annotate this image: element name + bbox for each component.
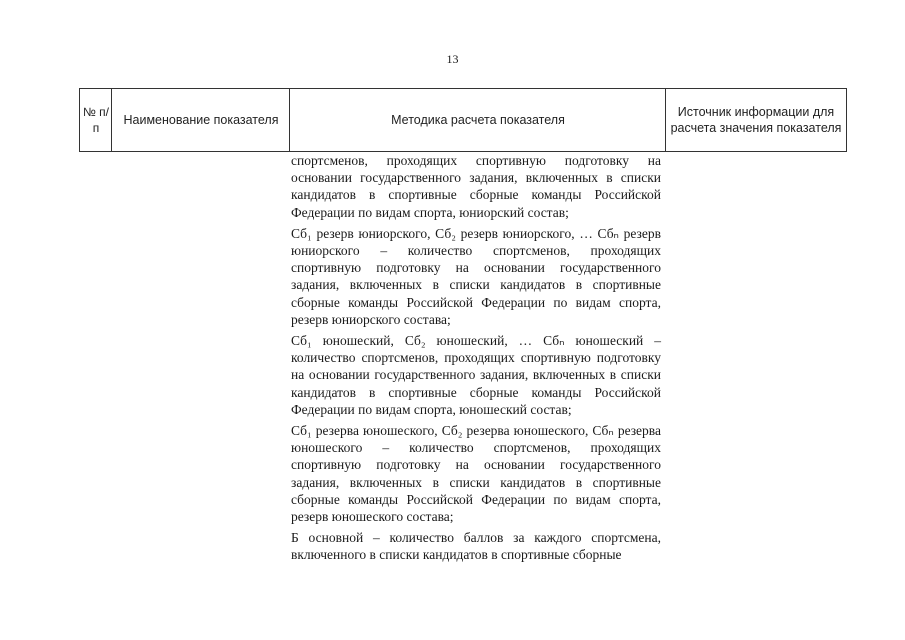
- header-cell-name: [111, 88, 290, 152]
- paragraph-junior: [291, 152, 661, 221]
- paragraph-text: – количество спортсменов, проходящих спортивную подготовку на основании государственного задания, включенных в списки кандидатов в спортивные сборные команды Российской Федерации по видам спорта, юношеский состав;: [291, 333, 661, 417]
- header-cell-method: [289, 88, 666, 152]
- paragraph-junior-reserve: [291, 225, 661, 328]
- paragraph-text: – количество спортсменов, проходящих спортивную подготовку на основании государственного задания, включенных в списки кандидатов в спортивные сборные команды Российской Федерации по видам спорта, резерв юниорского состава;: [291, 243, 661, 327]
- paragraph-text: – количество спортсменов, проходящих спортивную подготовку на основании государственного задания, включенных в списки кандидатов в спортивные сборные команды Российской Федерации по видам спорта, резерв юношеского состава;: [291, 440, 661, 525]
- method-text: [291, 152, 661, 568]
- symbol: Сб₁ резерв юниорского, Сб₂ резерв юниорского, … Сбₙ резерв юниорского: [291, 225, 661, 259]
- paragraph-text: – количество баллов за каждого спортсмена, включенного в списки кандидатов в спортивные сборные: [291, 530, 661, 563]
- symbol: Сб₁ резерва юношеского, Сб₂ резерва юношеского, Сбₙ резерва юношеского: [291, 423, 661, 456]
- page-number: 13: [446, 52, 459, 66]
- header-cell-number: [79, 88, 112, 152]
- header-cell-source: [665, 88, 847, 152]
- header-method-label: Методика расчета показателя: [391, 113, 565, 127]
- paragraph-youth: [291, 332, 661, 418]
- paragraph-text: спортсменов, проходящих спортивную подготовку на основании государственного задания, включенных в списки кандидатов в спортивные сборные команды Российской Федерации по видам спорта, юниорский состав;: [291, 153, 661, 220]
- symbol: Сб₁ юношеский, Сб₂ юношеский, … Сбₙ юношеский: [291, 333, 644, 349]
- header-number-label: № п/п: [82, 105, 110, 135]
- header-name-label: Наименование показателя: [123, 113, 279, 127]
- paragraph-points: [291, 529, 661, 563]
- symbol: Б основной: [291, 530, 364, 546]
- header-source-label: Источник информации для расчета значения показателя: [670, 105, 842, 135]
- paragraph-youth-reserve: [291, 422, 661, 525]
